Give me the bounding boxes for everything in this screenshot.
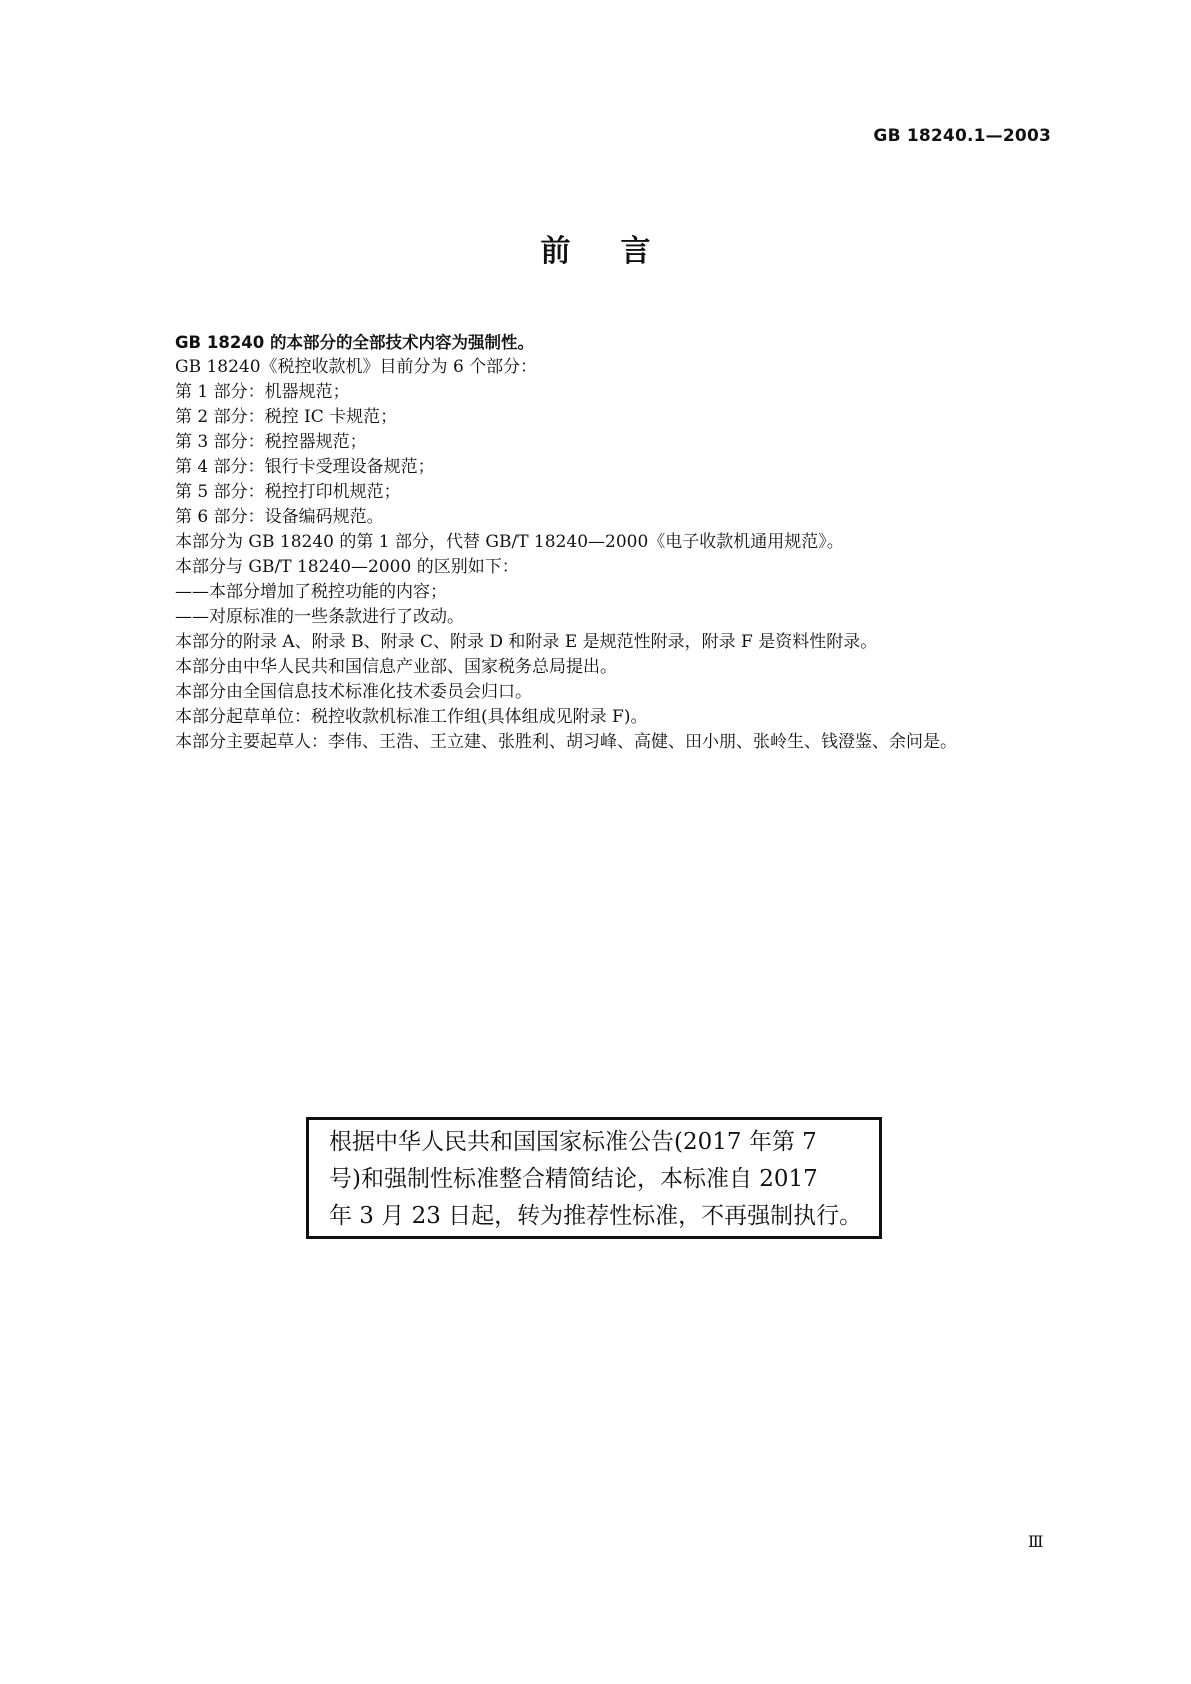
- paragraph: 本部分主要起草人：李伟、王浩、王立建、张胜利、胡习峰、高健、田小朋、张岭生、钱澄鉴、余问是。: [175, 732, 957, 752]
- mandatory-statement: GB 18240 的本部分的全部技术内容为强制性。: [175, 333, 535, 352]
- notice-line: 号)和强制性标准整合精简结论，本标准自 2017: [329, 1166, 818, 1192]
- paragraph: 本部分的附录 A、附录 B、附录 C、附录 D 和附录 E 是规范性附录，附录 F 是资料性附录。: [175, 632, 878, 652]
- list-item: 第 2 部分：税控 IC 卡规范；: [175, 407, 398, 427]
- list-item: 第 3 部分：税控器规范；: [175, 432, 367, 452]
- list-item: 第 6 部分：设备编码规范。: [175, 507, 384, 527]
- standard-code: GB 18240.1—2003: [873, 126, 1051, 146]
- list-item: 第 4 部分：银行卡受理设备规范；: [175, 457, 435, 477]
- notice-line: 年 3 月 23 日起，转为推荐性标准，不再强制执行。: [329, 1203, 863, 1229]
- page-title: 前言: [540, 234, 701, 269]
- paragraph: 本部分起草单位：税控收款机标准工作组(具体组成见附录 F)。: [175, 707, 648, 727]
- paragraph: 本部分与 GB/T 18240—2000 的区别如下：: [175, 557, 519, 577]
- status-notice-box: [306, 1117, 882, 1239]
- page-number: Ⅲ: [1028, 1532, 1044, 1551]
- dash-item: ——对原标准的一些条款进行了改动。: [175, 607, 464, 627]
- notice-line: 根据中华人民共和国国家标准公告(2017 年第 7: [329, 1129, 817, 1155]
- list-item: 第 1 部分：机器规范；: [175, 382, 350, 402]
- dash-item: ——本部分增加了税控功能的内容；: [175, 582, 447, 602]
- paragraph: 本部分由全国信息技术标准化技术委员会归口。: [175, 682, 532, 702]
- paragraph: 本部分为 GB 18240 的第 1 部分，代替 GB/T 18240—2000《电子收款机通用规范》。: [175, 532, 844, 552]
- paragraph: 本部分由中华人民共和国信息产业部、国家税务总局提出。: [175, 657, 617, 677]
- foreword-body: [175, 330, 1055, 755]
- list-item: 第 5 部分：税控打印机规范；: [175, 482, 401, 502]
- paragraph: GB 18240《税控收款机》目前分为 6 个部分：: [175, 357, 538, 377]
